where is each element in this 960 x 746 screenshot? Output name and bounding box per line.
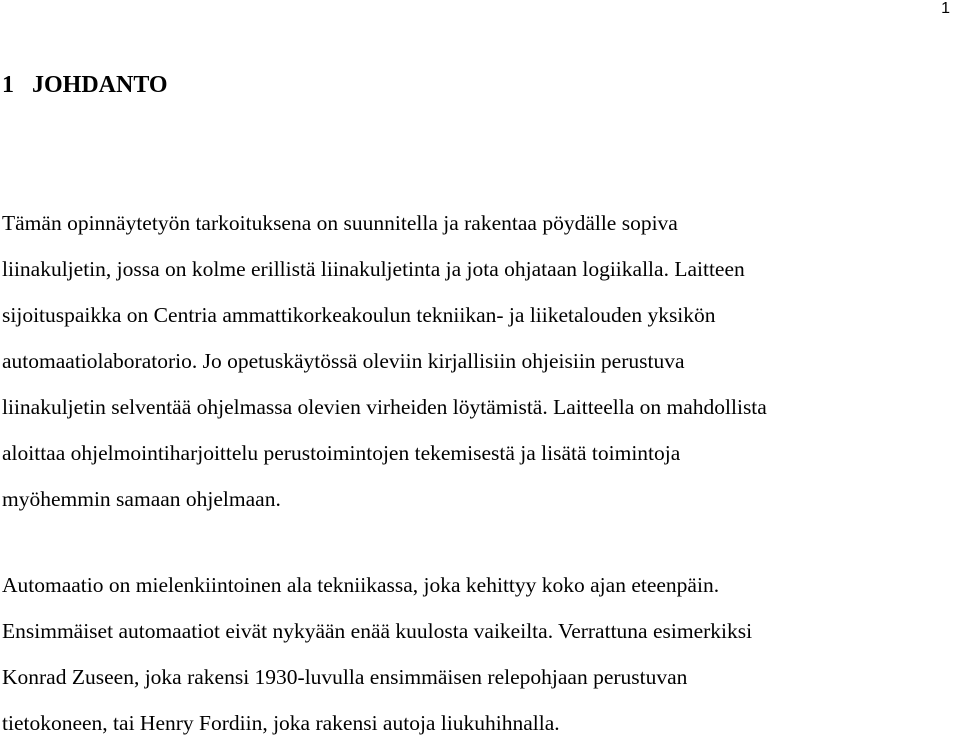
- text-line: myöhemmin samaan ohjelmaan.: [2, 487, 281, 511]
- paragraph-automation: [2, 562, 952, 746]
- text-line: tietokoneen, tai Henry Fordiin, joka rakensi autoja liukuhihnalla.: [2, 711, 560, 735]
- text-line: automaatiolaboratorio. Jo opetuskäytössä oleviin kirjallisiin ohjeisiin perustuva: [2, 349, 685, 373]
- text-line: Ensimmäiset automaatiot eivät nykyään enää kuulosta vaikeilta. Verrattuna esimerkiksi: [2, 619, 753, 643]
- paragraph-intro: [2, 200, 952, 522]
- text-line: Konrad Zuseen, joka rakensi 1930-luvulla ensimmäisen relepohjaan perustuvan: [2, 665, 688, 689]
- text-line: Automaatio on mielenkiintoinen ala tekniikassa, joka kehittyy koko ajan eteenpäin.: [2, 573, 720, 597]
- section-number: 1: [2, 72, 14, 98]
- text-line: Tämän opinnäytetyön tarkoituksena on suunnitella ja rakentaa pöydälle sopiva: [2, 211, 678, 235]
- text-line: liinakuljetin, jossa on kolme erillistä liinakuljetinta ja jota ohjataan logiikalla. Laitteen: [2, 257, 745, 281]
- text-line: aloittaa ohjelmointiharjoittelu perustoimintojen tekemisestä ja lisätä toimintoja: [2, 441, 681, 465]
- text-line: liinakuljetin selventää ohjelmassa olevien virheiden löytämistä. Laitteella on mahdollista: [2, 395, 767, 419]
- page-number: 1: [941, 0, 950, 17]
- text-line: sijoituspaikka on Centria ammattikorkeakoulun tekniikan- ja liiketalouden yksikön: [2, 303, 716, 327]
- section-title: JOHDANTO: [32, 72, 168, 98]
- section-heading: [2, 68, 168, 102]
